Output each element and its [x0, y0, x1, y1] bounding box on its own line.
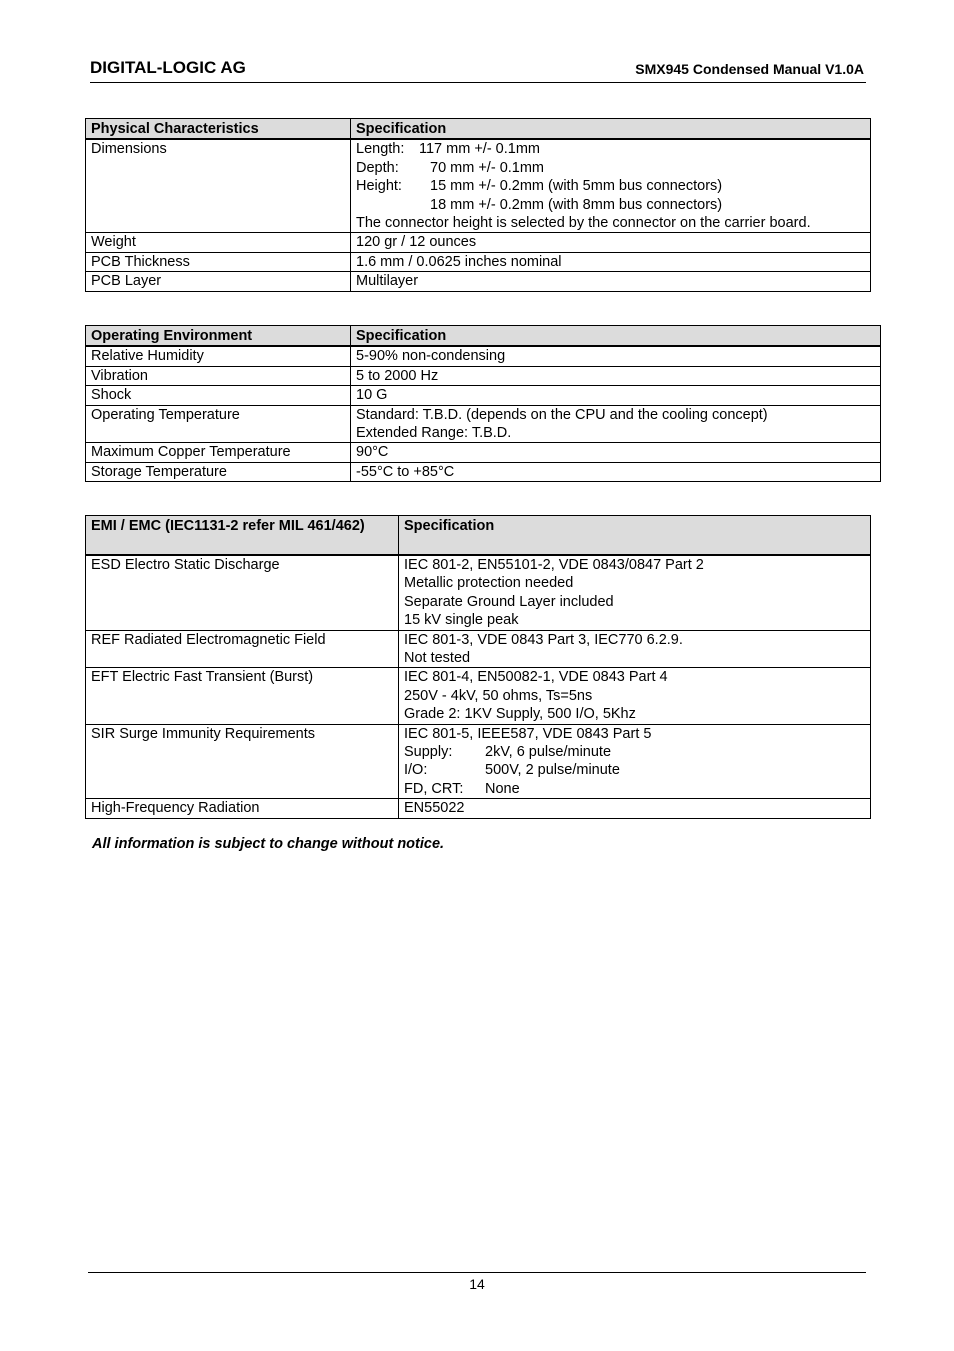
value-line: Not tested — [404, 650, 471, 667]
value-line: IEC 801-5, IEEE587, VDE 0843 Part 5 — [404, 725, 652, 742]
row-label: ESD Electro Static Discharge — [86, 555, 399, 630]
table-row — [86, 630, 871, 668]
row-label: Weight — [86, 233, 351, 252]
row-value: 1.6 mm / 0.0625 inches nominal — [351, 252, 871, 271]
row-label: REF Radiated Electromagnetic Field — [86, 630, 399, 668]
dim-depth-value: 70 mm +/- 0.1mm — [430, 159, 545, 176]
table-header-row — [86, 119, 871, 140]
row-label: PCB Layer — [86, 272, 351, 291]
value-line: Standard: T.B.D. (depends on the CPU and the cooling concept) — [356, 406, 768, 423]
row-label: Vibration — [86, 366, 351, 385]
row-value: 5 to 2000 Hz — [351, 366, 881, 385]
manual-title: SMX945 Condensed Manual V1.0A — [635, 61, 864, 77]
value-line: Metallic protection needed — [404, 575, 574, 592]
table-header-row — [86, 326, 881, 347]
table-row — [86, 366, 881, 385]
table-row — [86, 233, 871, 252]
row-label: Dimensions — [86, 139, 351, 233]
column-header: Physical Characteristics — [86, 119, 351, 140]
column-header: Specification — [399, 516, 871, 556]
row-value: 90°C — [351, 443, 881, 462]
table-row — [86, 462, 881, 481]
row-value — [351, 405, 881, 443]
dim-height-label: Height: — [356, 178, 402, 195]
operating-environment-table — [85, 325, 881, 482]
row-value: EN55022 — [399, 799, 871, 818]
row-label: Relative Humidity — [86, 346, 351, 366]
row-label: Maximum Copper Temperature — [86, 443, 351, 462]
column-header: Specification — [351, 119, 871, 140]
row-label: EFT Electric Fast Transient (Burst) — [86, 668, 399, 724]
sir-supply-value: 2kV, 6 pulse/minute — [485, 744, 612, 761]
row-value — [399, 555, 871, 630]
column-header: Specification — [351, 326, 881, 347]
value-line: IEC 801-2, EN55101-2, VDE 0843/0847 Part 2 — [404, 557, 704, 573]
dim-length-value: 117 mm +/- 0.1mm — [419, 141, 540, 158]
sir-io-value: 500V, 2 pulse/minute — [485, 762, 620, 779]
row-value — [399, 724, 871, 799]
value-line: IEC 801-3, VDE 0843 Part 3, IEC770 6.2.9. — [404, 631, 683, 648]
dim-note: The connector height is selected by the connector on the carrier board. — [356, 215, 811, 232]
sir-io-label: I/O: — [404, 762, 428, 779]
table-header-row — [86, 516, 871, 556]
page-number: 14 — [469, 1276, 485, 1292]
table-row — [86, 555, 871, 630]
row-value: 10 G — [351, 386, 881, 405]
row-value: Multilayer — [351, 272, 871, 291]
company-name: DIGITAL-LOGIC AG — [90, 58, 246, 77]
row-label: Storage Temperature — [86, 462, 351, 481]
value-line: Extended Range: T.B.D. — [356, 425, 512, 442]
value-line: Separate Ground Layer included — [404, 593, 614, 610]
row-label: PCB Thickness — [86, 252, 351, 271]
table-row — [86, 405, 881, 443]
dim-length-label: Length: — [356, 141, 405, 158]
value-line: Grade 2: 1KV Supply, 500 I/O, 5Khz — [404, 706, 636, 723]
row-value: -55°C to +85°C — [351, 462, 881, 481]
sir-fd-label: FD, CRT: — [404, 780, 464, 797]
emi-emc-table — [85, 515, 871, 819]
value-line: 15 kV single peak — [404, 612, 519, 629]
row-label: High-Frequency Radiation — [86, 799, 399, 818]
table-row — [86, 139, 871, 233]
value-line: IEC 801-4, EN50082-1, VDE 0843 Part 4 — [404, 669, 668, 686]
row-value — [399, 668, 871, 724]
dim-height-value: 15 mm +/- 0.2mm (with 5mm bus connectors) — [430, 178, 723, 195]
footer-divider — [88, 1272, 866, 1273]
column-header: Operating Environment — [86, 326, 351, 347]
table-row — [86, 668, 871, 724]
value-line: 250V - 4kV, 50 ohms, Ts=5ns — [404, 687, 593, 704]
row-value: 120 gr / 12 ounces — [351, 233, 871, 252]
table-row — [86, 724, 871, 799]
table-row — [86, 272, 871, 291]
row-label: Shock — [86, 386, 351, 405]
dim-height-value: 18 mm +/- 0.2mm (with 8mm bus connectors) — [430, 196, 723, 213]
column-header: EMI / EMC (IEC1131-2 refer MIL 461/462) — [86, 516, 399, 556]
sir-fd-value: None — [485, 780, 520, 797]
table-row — [86, 346, 881, 366]
row-label: SIR Surge Immunity Requirements — [86, 724, 399, 799]
row-value — [351, 139, 871, 233]
table-row — [86, 443, 881, 462]
table-row — [86, 799, 871, 818]
change-notice: All information is subject to change without notice. — [92, 836, 445, 852]
row-label: Operating Temperature — [86, 405, 351, 443]
table-row — [86, 386, 881, 405]
row-value: 5-90% non-condensing — [351, 346, 881, 366]
dim-depth-label: Depth: — [356, 159, 399, 176]
physical-characteristics-table — [85, 118, 871, 292]
table-row — [86, 252, 871, 271]
sir-supply-label: Supply: — [404, 744, 453, 761]
page-header — [90, 56, 866, 83]
row-value — [399, 630, 871, 668]
